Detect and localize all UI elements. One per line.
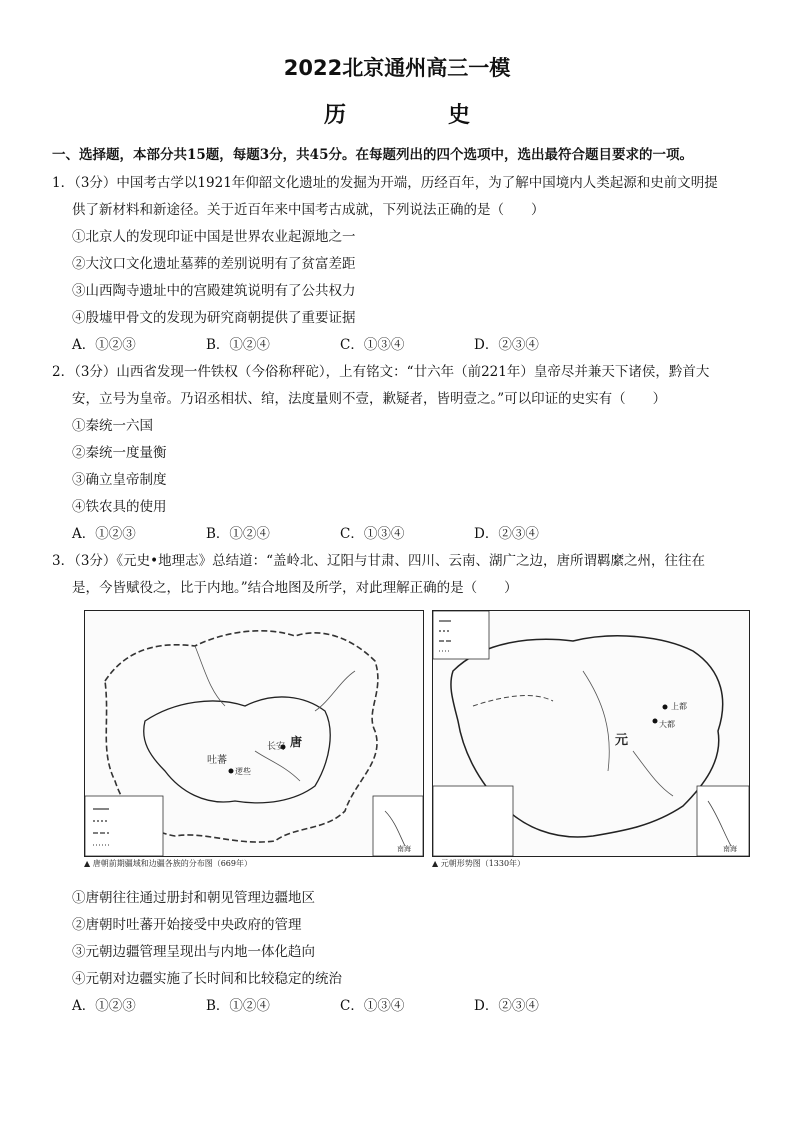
q1-options <box>72 333 608 353</box>
q2-option-a[interactable]: A．①②③ <box>72 526 136 542</box>
exam-title: 2022北京通州高三一模 <box>283 56 511 80</box>
tang-nanhai-label: 南海 <box>397 845 411 853</box>
section-heading: 一、选择题，本部分共15题，每题3分，共45分。在每题列出的四个选项中，选出最符合题目要求的一项。 <box>52 147 693 163</box>
yuan-label: 元 <box>615 733 629 748</box>
q3-option-c[interactable]: C．①③④ <box>340 998 405 1014</box>
q1-option-c[interactable]: C．①③④ <box>340 337 405 353</box>
tang-map-caption: ▲ 唐朝前期疆域和边疆各族的分布图（669年） <box>84 859 252 868</box>
tang-label: 唐 <box>290 735 303 749</box>
changan-label: 长安 <box>267 742 286 752</box>
q3-stem-line1: 3．（3分）《元史•地理志》总结道：“盖岭北、辽阳与甘肃、四川、云南、湖广之边，唐所谓羁縻之州，往往在 <box>52 553 706 569</box>
q1-option-b[interactable]: B．①②④ <box>206 337 270 353</box>
q2-item-1: ①秦统一六国 <box>72 418 153 434</box>
q2-item-2: ②秦统一度量衡 <box>72 445 167 461</box>
q1-item-1: ①北京人的发现印证中国是世界农业起源地之一 <box>72 229 356 245</box>
dadu-label: 大都 <box>659 720 675 729</box>
q3-options <box>72 994 608 1014</box>
tubo-label: 吐蕃 <box>207 755 227 766</box>
q2-item-4: ④铁农具的使用 <box>72 499 167 515</box>
q3-item-4: ④元朝对边疆实施了长时间和比较稳定的统治 <box>72 971 342 987</box>
q1-stem-line2: 供了新材料和新途径。关于近百年来中国考古成就，下列说法正确的是（ ） <box>72 202 545 218</box>
q1-item-3: ③山西陶寺遗址中的宫殿建筑说明有了公共权力 <box>72 283 356 299</box>
tang-map <box>84 610 424 857</box>
q2-options <box>72 522 608 542</box>
shangdu-label: 上都 <box>671 702 687 711</box>
yuan-nanhai-label: 南海 <box>723 845 737 853</box>
yuan-map <box>432 610 750 857</box>
subject-title: 历 史 <box>323 102 510 128</box>
q2-stem-line1: 2．（3分）山西省发现一件铁权（今俗称秤砣），上有铭文：“廿六年（前221年）皇帝尽并兼天下诸侯，黔首大 <box>52 364 710 380</box>
yuan-map-drawing <box>433 611 749 856</box>
q3-item-1: ①唐朝往往通过册封和朝见管理边疆地区 <box>72 890 315 906</box>
q1-item-4: ④殷墟甲骨文的发现为研究商朝提供了重要证据 <box>72 310 356 326</box>
q1-item-2: ②大汶口文化遗址墓葬的差别说明有了贫富差距 <box>72 256 356 272</box>
q1-option-d[interactable]: D．②③④ <box>474 337 539 353</box>
q2-option-d[interactable]: D．②③④ <box>474 526 539 542</box>
q2-option-b[interactable]: B．①②④ <box>206 526 270 542</box>
yuan-map-caption: ▲ 元朝形势图（1330年） <box>432 859 526 868</box>
q1-stem-line1: 1．（3分）中国考古学以1921年仰韶文化遗址的发掘为开端，历经百年，为了解中国境内人类起源和史前文明提 <box>52 175 718 191</box>
q1-option-a[interactable]: A．①②③ <box>72 337 136 353</box>
q2-stem-line2: 安，立号为皇帝。乃诏丞相状、绾，法度量则不壹，歉疑者，皆明壹之。”可以印证的史实有（ ） <box>72 391 667 407</box>
q2-option-c[interactable]: C．①③④ <box>340 526 405 542</box>
tang-map-drawing <box>85 611 423 856</box>
q3-item-2: ②唐朝时吐蕃开始接受中央政府的管理 <box>72 917 302 933</box>
q3-item-3: ③元朝边疆管理呈现出与内地一体化趋向 <box>72 944 315 960</box>
q3-stem-line2: 是，今皆赋役之，比于内地。”结合地图及所学，对此理解正确的是（ ） <box>72 580 518 596</box>
q3-option-a[interactable]: A．①②③ <box>72 998 136 1014</box>
q3-option-b[interactable]: B．①②④ <box>206 998 270 1014</box>
q3-option-d[interactable]: D．②③④ <box>474 998 539 1014</box>
q2-item-3: ③确立皇帝制度 <box>72 472 167 488</box>
luoxie-label: 逻些 <box>235 767 251 776</box>
